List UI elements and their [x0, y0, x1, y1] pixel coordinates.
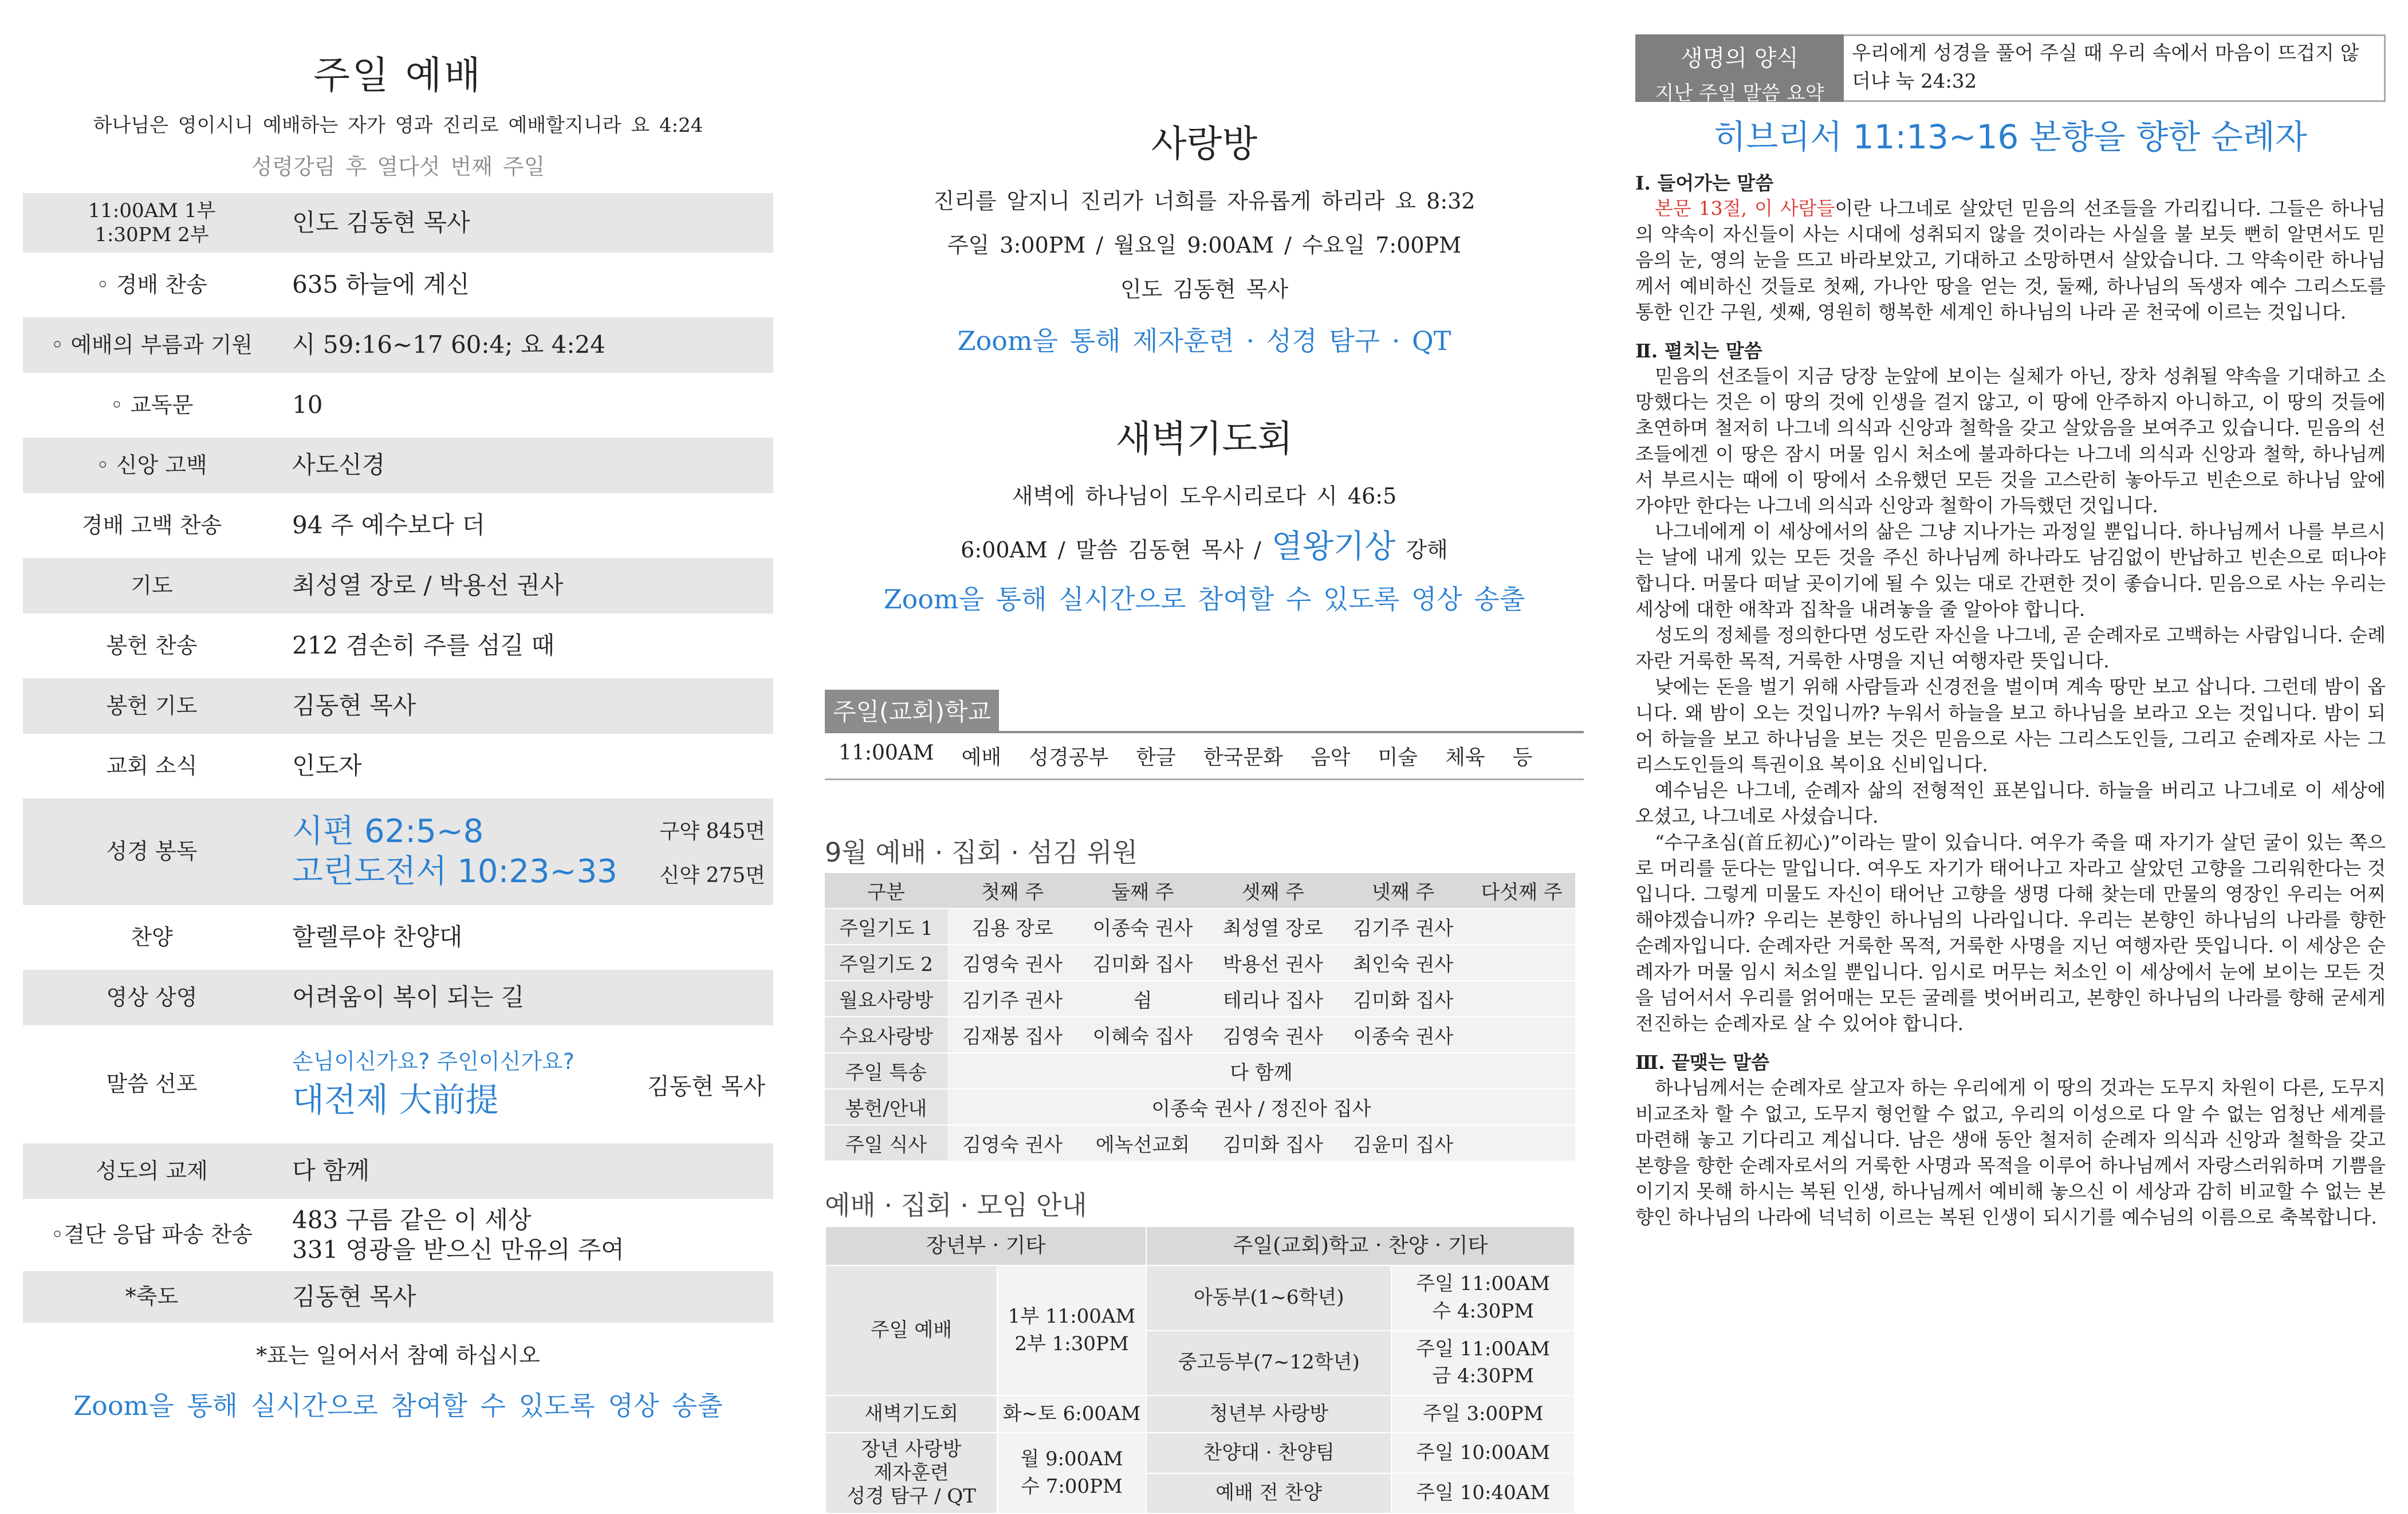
sunday-school-item: 성경공부 [1029, 746, 1109, 769]
meeting-guide-section [825, 1185, 1584, 1514]
committee-header: 첫째 주 [947, 873, 1077, 909]
guide-value: 1부 11:00AM 2부 1:30PM [997, 1265, 1146, 1395]
worship-row [23, 618, 773, 674]
committee-header: 다섯째 주 [1468, 873, 1575, 909]
guide-value: 월 9:00AM 수 7:00PM [997, 1433, 1146, 1513]
committee-row-label: 주일기도 1 [825, 909, 947, 945]
worship-row [23, 678, 773, 734]
worship-row-content: 94 주 예수보다 더 [292, 511, 485, 540]
worship-row [23, 970, 773, 1025]
committee-row [825, 909, 1575, 945]
committee-cell: 이혜숙 집사 [1077, 1017, 1207, 1053]
sermon-summary-column [1635, 0, 2386, 1461]
benediction-content: 김동현 목사 [292, 1282, 416, 1311]
committee-row [825, 981, 1575, 1017]
committee-cell: 쉼 [1077, 981, 1207, 1017]
dawn-prayer-book: 열왕기상 [1271, 528, 1396, 565]
committee-cell: 박용선 권사 [1208, 945, 1338, 981]
worship-row [23, 1143, 773, 1199]
committee-title: 9월 예배 · 집회 · 섬김 위원 [825, 837, 1138, 868]
summary-quote: 우리에게 성경을 풀어 주실 때 우리 속에서 마음이 뜨겁지 않더냐 눅 24:32 [1844, 34, 2386, 102]
worship-row-content: 사도신경 [292, 451, 385, 479]
summary-paragraph: 하나님께서는 순례자로 살고자 하는 우리에게 이 땅의 것과는 도무지 차원이 다른, 도무지 비교조차 할 수 없고, 도무지 형언할 수 없고, 우리의 이성으로 다 알 수 없는 엄청난 세계를 마련해 놓고 기다리고 계십니다. 남은 생애 동안 철저히 순례자 의식과 신앙과 철학을 갖고 본향을 향한 순례자로서의 거룩한 사명과 목적을 이루어 하나님께서 자랑스러워하며 기쁨을 이기지 못해 하시는 복된 인생, 하나님께서 예비해 놓으신 이 세상과 감히 비교할 수 없는 본향인 하나님의 나라에 넉넉히 이르는 복된 인생이 되시기를 예수님의 이름으로 축복합니다. [1635, 1076, 2386, 1229]
guide-value: 주일 10:00AM [1391, 1433, 1575, 1473]
scripture-page-nt: 신약 275면 [659, 864, 765, 887]
committee-cell: 김미화 집사 [1338, 981, 1468, 1017]
sunday-school-item: 11:00AM [839, 741, 934, 765]
sarangbang-title: 사랑방 [1151, 123, 1258, 166]
summary-paragraph: 믿음의 선조들이 지금 당장 눈앞에 보이는 실체가 아닌, 장차 성취될 약속을 기대하고 소망했다는 것은 이 땅의 것에 인생을 걸지 않고, 이 땅에 안주하지 아니하고, 이 땅의 것들에 초연하며 철저히 나그네 의식과 신앙과 철학을 갖고 살았음을 보여주고 있습니다. 믿음의 선조들에겐 이 땅은 잠시 머물 임시 처소에 불과하다는 나그네 의식과 신앙과 철학, 하나님께서 부르시는 때에 이 땅에서 소유했던 모든 것을 고스란히 놓아두고 빈손으로 하나님 앞에 가야만 한다는 나그네 의식과 신앙과 철학이 가득했던 것입니다. [1635, 365, 2386, 517]
guide-label: 예배 전 찬양 [1146, 1473, 1391, 1513]
summary-paragraph: “수구초심(首丘初心)”이라는 말이 있습니다. 여우가 죽을 때 자기가 살던 굴이 있는 쪽으로 머리를 둔다는 말입니다. 여우도 자기가 태어나고 자라고 살았던 고향을 그리워한다는 것입니다. 그렇게 미물도 자신이 태어난 고향을 생명 다해 찾는데 만물의 영장인 우리는 어찌해야겠습니까? 우리는 본향인 하나님의 나라입니다. 우리는 본향인 하나님의 나라를 향한 순례자입니다. 순례자란 거룩한 목적, 거룩한 사명을 지닌 여행자란 뜻입니다. 이 세상은 순례자가 머물 임시 처소일 뿐입니다. 임시로 머무는 처소인 이 세상에서 눈에 보이는 모든 것을 넘어서서 우리를 얽어매는 모든 굴레를 벗어버리고, 본향인 하나님의 나라를 향해 굳세게 전진하는 순례자로 살 수 있어야 합니다. [1635, 831, 2386, 1035]
sermon-row [23, 1030, 773, 1139]
scripture-line-1: 시편 62:5~8 [292, 813, 484, 850]
benediction-label: *축도 [125, 1284, 179, 1309]
committee-cell: 김미화 집사 [1077, 945, 1207, 981]
worship-row-label: ◦ 예배의 부름과 기원 [50, 332, 253, 357]
worship-row-content: 다 함께 [292, 1157, 370, 1185]
worship-row-content: 인도 김동현 목사 [292, 208, 470, 237]
guide-label: 새벽기도회 [825, 1395, 997, 1433]
committee-cell: 에녹선교회 [1077, 1125, 1207, 1161]
summary-badge-title: 생명의 양식 [1681, 45, 1799, 72]
worship-row-label: 영상 상영 [106, 984, 198, 1010]
worship-row-label: 교회 소식 [106, 753, 198, 778]
worship-row [23, 193, 773, 253]
summary-section-heading: Ⅱ. 펼치는 말씀 [1635, 340, 1762, 363]
worship-verse: 하나님은 영이시니 예배하는 자가 영과 진리로 예배할지니라 요 4:24 [93, 114, 703, 137]
committee-row-label: 주일 특송 [825, 1053, 947, 1089]
committee-row-label: 봉헌/안내 [825, 1089, 947, 1125]
committee-row [825, 1017, 1575, 1053]
worship-order-column [23, 0, 773, 1461]
committee-header-row [825, 873, 1575, 909]
guide-label: 찬양대 · 찬양팀 [1146, 1433, 1391, 1473]
committee-row [825, 1053, 1575, 1089]
guide-label: 아동부(1~6학년) [1146, 1265, 1391, 1330]
guide-value: 주일 11:00AM 수 4:30PM [1391, 1265, 1575, 1330]
committee-section [825, 832, 1584, 1162]
committee-cell: 테리나 집사 [1208, 981, 1338, 1017]
guide-label: 청년부 사랑방 [1146, 1395, 1391, 1433]
guide-label: 장년 사랑방 제자훈련 성경 탐구 / QT [825, 1433, 997, 1513]
summary-text: 이란 나그네로 살았던 믿음의 선조들을 가리킵니다. 그들은 하나님의 약속이 자신들이 사는 시대에 성취되지 않을 것이라는 사실을 불 보듯 뻔히 알면서도 믿음의 눈, 영의 눈을 뜨고 바라보았고, 기대하고 소망하면서 살았습니다. 그 약속이란 하나님께서 예비하신 것들로 첫째, 가나안 땅을 얻는 것, 둘째, 하나님의 독생자 예수 그리스도를 통한 인간 구원, 셋째, 영원히 행복한 세계인 하나님의 나라 곧 천국에 이르는 것입니다. [1635, 197, 2386, 323]
summary-paragraph: 나그네에게 이 세상에서의 삶은 그냥 지나가는 과정일 뿐입니다. 하나님께서 나를 부르시는 날에 내게 있는 모든 것을 주신 하나님께 하나라도 남김없이 반납하고 빈손으로 떠나야 합니다. 머물다 떠날 곳이기에 될 수 있는 대로 간편한 것이 좋습니다. 믿음으로 사는 우리는 세상에 대한 애착과 집착을 내려놓을 줄 알아야 합니다. [1635, 520, 2386, 620]
dawn-prayer-info: 6:00AM / 말씀 김동현 목사 / [961, 537, 1261, 563]
scripture-passages [281, 812, 630, 892]
summary-badge-subtitle: 지난 주일 말씀 요약 [1655, 82, 1824, 105]
committee-cell: 김재봉 집사 [947, 1017, 1077, 1053]
committee-header: 구분 [825, 873, 947, 909]
sarangbang-times: 주일 3:00PM / 월요일 9:00AM / 수요일 7:00PM [947, 233, 1462, 258]
committee-row [825, 1089, 1575, 1125]
guide-header-row [825, 1226, 1575, 1265]
summary-paragraph: 예수님은 나그네, 순례자 삶의 전형적인 표본입니다. 하늘을 버리고 나그네로 이 세상에 오셨고, 나그네로 사셨습니다. [1635, 779, 2386, 828]
committee-cell: 김기주 권사 [947, 981, 1077, 1017]
scripture-page-ot: 구약 845면 [659, 820, 765, 843]
scripture-reading-row [23, 799, 773, 905]
worship-row-content: 10 [292, 391, 323, 419]
sunday-school-item: 예배 [961, 746, 1002, 769]
schedule-column [825, 0, 1584, 1508]
closing-hymn-label: ◦결단 응답 파송 찬송 [50, 1222, 253, 1248]
dawn-prayer-suffix: 강해 [1406, 537, 1448, 563]
committee-cell: 이종숙 권사 [1077, 909, 1207, 945]
worship-row-label: ◦ 신앙 고백 [96, 452, 207, 478]
committee-cell: 김용 장로 [947, 909, 1077, 945]
closing-hymn-1: 483 구름 같은 이 세상 [292, 1205, 532, 1234]
committee-row-label: 주일기도 2 [825, 945, 947, 981]
summary-section-heading: Ⅲ. 끝맺는 말씀 [1635, 1051, 1770, 1074]
guide-value: 주일 10:40AM [1391, 1473, 1575, 1513]
committee-cell: 김미화 집사 [1208, 1125, 1338, 1161]
worship-row-label: 11:00AM 1부 1:30PM 2부 [88, 199, 216, 246]
sunday-school-tab: 주일(교회)학교 [825, 690, 999, 731]
summary-paragraph: 성도의 정체를 정의한다면 성도란 자신을 나그네, 곧 순례자로 고백하는 사람입니다. 순례자란 거룩한 목적, 거룩한 사명을 지닌 여행자란 뜻입니다. [1635, 624, 2386, 673]
worship-row-label: 찬양 [131, 924, 173, 950]
worship-row-content: 최성열 장로 / 박용선 권사 [292, 571, 564, 600]
committee-cell: 최성열 장로 [1208, 909, 1338, 945]
worship-row [23, 738, 773, 794]
worship-row-label: 봉헌 기도 [106, 693, 198, 718]
worship-title: 주일 예배 [313, 53, 483, 97]
sunday-school-item: 한국문화 [1203, 746, 1283, 769]
summary-badge [1635, 34, 1844, 105]
sarangbang-leader: 인도 김동현 목사 [1120, 277, 1289, 302]
worship-row [23, 498, 773, 553]
guide-right-header: 주일(교회)학교 · 찬양 · 기타 [1146, 1226, 1575, 1265]
committee-row [825, 945, 1575, 981]
sermon-question: 손님이신가요? 주인이신가요? [292, 1049, 575, 1074]
guide-value: 주일 11:00AM 금 4:30PM [1391, 1331, 1575, 1395]
standing-note: *표는 일어서서 참예 하십시오 [256, 1343, 540, 1368]
committee-header: 셋째 주 [1208, 873, 1338, 909]
sunday-school-item: 미술 [1378, 746, 1418, 769]
guide-row [825, 1433, 1575, 1473]
sarangbang-verse: 진리를 알지니 진리가 너희를 자유롭게 하리라 요 8:32 [933, 188, 1476, 214]
sunday-school-section [825, 690, 1584, 780]
worship-row-label: ◦ 교독문 [110, 392, 194, 418]
sunday-school-item: 체육 [1445, 746, 1485, 769]
sarangbang-zoom: Zoom을 통해 제자훈련 · 성경 탐구 · QT [957, 325, 1451, 356]
worship-row-content: 어려움이 복이 되는 길 [292, 983, 525, 1012]
sermon-label: 말씀 선포 [106, 1071, 198, 1097]
summary-paragraph: 낮에는 돈을 벌기 위해 사람들과 신경전을 벌이며 계속 땅만 보고 삽니다. 그런데 밤이 옵니다. 왜 밤이 오는 것입니까? 누워서 하늘을 보고 하나님을 보라고 오는 것입니다. 밤이 되어 하늘을 보고 하나님을 보는 것은 믿음으로 사는 그리스도인들, 그리고 순례자로 사는 그리스도인들의 특권이요 복이요 신비입니다. [1635, 675, 2386, 776]
worship-row-content: 212 겸손히 주를 섬길 때 [292, 631, 555, 660]
dawn-prayer-line [825, 521, 1584, 567]
committee-cell: 이종숙 권사 / 정진아 집사 [947, 1089, 1575, 1125]
benediction-row [23, 1271, 773, 1323]
guide-row [825, 1395, 1575, 1433]
guide-left-header: 장년부 · 기타 [825, 1226, 1146, 1265]
worship-row [23, 257, 773, 313]
committee-table [825, 873, 1575, 1162]
dawn-prayer-title: 새벽기도회 [1115, 418, 1293, 461]
sunday-school-item: 음악 [1310, 746, 1351, 769]
committee-cell [1468, 1125, 1575, 1161]
guide-value: 화~토 6:00AM [997, 1395, 1146, 1433]
worship-row-content: 할렐루야 찬양대 [292, 923, 463, 951]
committee-row-label: 수요사랑방 [825, 1017, 947, 1053]
dawn-prayer-zoom: Zoom을 통해 실시간으로 참여할 수 있도록 영상 송출 [883, 584, 1525, 615]
committee-cell [1468, 981, 1575, 1017]
guide-label: 중고등부(7~12학년) [1146, 1331, 1391, 1395]
worship-row [23, 377, 773, 433]
summary-paragraph [1635, 195, 2386, 325]
worship-row-label: ◦ 경배 찬송 [96, 272, 207, 297]
committee-cell [1468, 945, 1575, 981]
meeting-guide-table [825, 1226, 1575, 1514]
worship-row [23, 558, 773, 614]
worship-row-content: 김동현 목사 [292, 691, 416, 720]
committee-cell: 최인숙 권사 [1338, 945, 1468, 981]
sermon-titles [281, 1048, 630, 1120]
closing-hymn-2: 331 영광을 받으신 만유의 주여 [292, 1236, 624, 1264]
worship-row-label: 기도 [131, 572, 173, 598]
sunday-school-item: 한글 [1136, 746, 1176, 769]
worship-row-content: 635 하늘에 계신 [292, 270, 470, 299]
guide-label: 주일 예배 [825, 1265, 997, 1395]
closing-hymn-row [23, 1204, 773, 1267]
scripture-label: 성경 봉독 [106, 839, 198, 864]
scripture-pages [630, 815, 773, 888]
scripture-line-2: 고린도전서 10:23~33 [292, 853, 617, 890]
dawn-prayer-verse: 새벽에 하나님이 도우시리로다 시 46:5 [1012, 483, 1397, 509]
committee-row-label: 주일 식사 [825, 1125, 947, 1161]
sunday-school-item: 등 [1512, 746, 1533, 769]
sunday-school-items [825, 733, 1584, 780]
meeting-guide-title: 예배 · 집회 · 모임 안내 [825, 1190, 1087, 1221]
summary-section-heading: Ⅰ. 들어가는 말씀 [1635, 172, 1774, 194]
committee-cell: 김영숙 권사 [1208, 1017, 1338, 1053]
committee-row [825, 1125, 1575, 1161]
committee-cell [1468, 1017, 1575, 1053]
worship-subtitle: 성령강림 후 열다섯 번째 주일 [251, 154, 545, 179]
guide-row [825, 1265, 1575, 1330]
worship-row-content: 시 59:16~17 60:4; 요 4:24 [292, 331, 605, 359]
sermon-preacher: 김동현 목사 [647, 1073, 765, 1100]
committee-cell: 다 함께 [947, 1053, 1575, 1089]
committee-cell: 김기주 권사 [1338, 909, 1468, 945]
summary-highlight: 본문 13절, 이 사람들 [1655, 197, 1835, 219]
committee-header: 둘째 주 [1077, 873, 1207, 909]
worship-row [23, 910, 773, 965]
committee-cell: 김영숙 권사 [947, 945, 1077, 981]
worship-row-content: 인도자 [292, 752, 362, 780]
worship-row-label: 경배 고백 찬송 [81, 512, 222, 538]
worship-order-table [23, 193, 773, 1323]
committee-cell [1468, 909, 1575, 945]
committee-cell: 이종숙 권사 [1338, 1017, 1468, 1053]
committee-header: 넷째 주 [1338, 873, 1468, 909]
summary-header [1635, 34, 2386, 105]
sermon-title: 대전제 大前提 [292, 1080, 499, 1119]
committee-row-label: 월요사랑방 [825, 981, 947, 1017]
worship-row [23, 438, 773, 493]
closing-hymns [281, 1205, 773, 1265]
summary-title: 히브리서 11:13~16 본향을 향한 순례자 [1714, 117, 2307, 156]
guide-value: 주일 3:00PM [1391, 1395, 1575, 1433]
committee-cell: 김영숙 권사 [947, 1125, 1077, 1161]
worship-row [23, 317, 773, 373]
worship-row-label: 성도의 교제 [96, 1158, 208, 1183]
worship-row-label: 봉헌 찬송 [106, 632, 198, 658]
committee-cell: 김윤미 집사 [1338, 1125, 1468, 1161]
zoom-notice: Zoom을 통해 실시간으로 참여할 수 있도록 영상 송출 [73, 1390, 723, 1421]
